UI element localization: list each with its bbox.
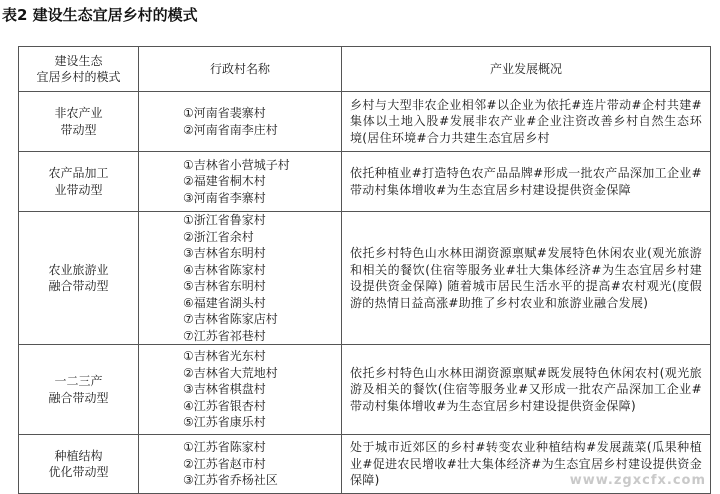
table-row bbox=[19, 152, 711, 212]
desc-cell: 依托种植业#打造特色农产品品牌#形成一批农产品深加工企业#带动村集体增收#为生态宜居乡村建设提供资金保障 bbox=[342, 152, 711, 212]
villages-cell bbox=[139, 152, 342, 212]
village-item: ④江苏省银杏村 bbox=[183, 398, 266, 413]
site-watermark: www.zgxcfx.com bbox=[569, 473, 706, 488]
villages-cell bbox=[139, 435, 342, 494]
model-cell: 种植结构 优化带动型 bbox=[19, 435, 139, 494]
village-item: ①河南省裴寨村 bbox=[183, 106, 266, 120]
header-model: 建设生态 宜居乡村的模式 bbox=[19, 47, 139, 92]
model-cell: 非农产业 带动型 bbox=[19, 92, 139, 152]
village-item: ②福建省桐木村 bbox=[183, 174, 266, 189]
village-item: ⑤吉林省东明村 bbox=[183, 279, 266, 293]
village-item: ①吉林省小营城子村 bbox=[183, 157, 290, 172]
village-item: ②江苏省赵市村 bbox=[183, 456, 266, 471]
table-row bbox=[19, 212, 711, 345]
villages-cell bbox=[139, 212, 342, 345]
village-item: ③江苏省乔杨社区 bbox=[183, 473, 278, 488]
village-item: ③吉林省东明村 bbox=[183, 246, 266, 260]
header-desc: 产业发展概况 bbox=[342, 47, 711, 92]
village-item: ④吉林省陈家村 bbox=[183, 262, 266, 277]
village-item: ⑤江苏省康乐村 bbox=[183, 415, 266, 430]
desc-cell: 处于城市近郊区的乡村#转变农业种植结构#发展蔬菜(瓜果种植业#促进农民增收#壮大集体经济#为生态宜居乡村建设提供资金保障) bbox=[342, 435, 711, 494]
village-item: ②河南省南李庄村 bbox=[183, 122, 278, 137]
village-item: ②浙江省余村 bbox=[183, 229, 254, 244]
desc-cell: 依托乡村特色山水林田湖资源禀赋#既发展特色休闲农村(观光旅游及相关的餐饮(住宿等服务业#又形成一批农产品深加工企业#带动村集体增收#为生态宜居乡村建设提供资金保障) bbox=[342, 345, 711, 435]
desc-cell: 依托乡村特色山水林田湖资源禀赋#发展特色休闲农业(观光旅游和相关的餐饮(住宿等服务业#壮大集体经济#为生态宜居乡村建设提供资金保障) 随着城市居民生活水平的提高#农村观光(度假游的热情日益高涨#助推了乡村农业和旅游业融合发展) bbox=[342, 212, 711, 345]
table-title: 表2 建设生态宜居乡村的模式 bbox=[2, 6, 198, 24]
villages-cell bbox=[139, 345, 342, 435]
eco-village-table bbox=[18, 46, 711, 494]
villages-cell bbox=[139, 92, 342, 152]
village-item: ⑦江苏省祁巷村 bbox=[183, 328, 266, 343]
village-item: ②吉林省大荒地村 bbox=[183, 365, 278, 380]
village-item: ③河南省李寨村 bbox=[183, 190, 266, 205]
model-cell: 农产品加工 业带动型 bbox=[19, 152, 139, 212]
header-row bbox=[19, 47, 711, 92]
desc-cell: 乡村与大型非农企业相邻#以企业为依托#连片带动#企村共建#集体以土地入股#发展非农产业#企业注资改善乡村自然生态环境(居住环境#合力共建生态宜居乡村 bbox=[342, 92, 711, 152]
village-item: ⑦吉林省陈家店村 bbox=[183, 312, 278, 326]
table-row bbox=[19, 92, 711, 152]
village-item: ①吉林省光东村 bbox=[183, 349, 266, 364]
village-item: ⑥福建省湖头村 bbox=[183, 295, 266, 310]
model-cell: 一二三产 融合带动型 bbox=[19, 345, 139, 435]
village-item: ①江苏省陈家村 bbox=[183, 440, 266, 455]
village-item: ①浙江省鲁家村 bbox=[183, 213, 266, 227]
model-cell: 农业旅游业 融合带动型 bbox=[19, 212, 139, 345]
table-row bbox=[19, 345, 711, 435]
village-item: ③吉林省棋盘村 bbox=[183, 382, 266, 397]
header-village: 行政村名称 bbox=[139, 47, 342, 92]
